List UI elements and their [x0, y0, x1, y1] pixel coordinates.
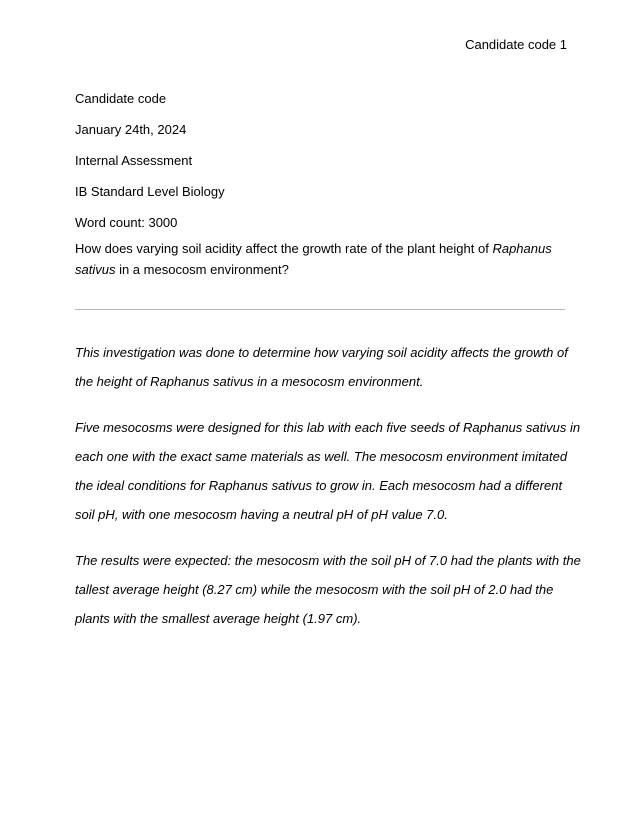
- research-question-text-after: in a mesocosm environment?: [115, 262, 289, 277]
- meta-line-date: January 24th, 2024: [75, 122, 187, 137]
- abstract-paragraph-2: Five mesocosms were designed for this lab with each five seeds of Raphanus sativus in each one with the exact same materials as well. The mesocosm environment imitated the ideal conditions for Raphanus sativus to grow in. Each mesocosm had a different soil pH, with one mesocosm having a neutral pH of pH value 7.0.: [75, 420, 581, 522]
- research-question: [75, 238, 583, 280]
- research-question-text-before: How does varying soil acidity affect the growth rate of the plant height of: [75, 241, 493, 256]
- meta-line-candidate-code: Candidate code: [75, 91, 167, 106]
- document-content: [75, 83, 583, 650]
- abstract-paragraph-3: The results were expected: the mesocosm with the soil pH of 7.0 had the plants with the tallest average height (8.27 cm) while the mesocosm with the soil pH of 2.0 had the plants with the smallest average height (1.97 cm).: [75, 553, 581, 626]
- page-header-candidate-code: Candidate code 1: [465, 37, 567, 52]
- meta-line-course: IB Standard Level Biology: [75, 184, 225, 199]
- meta-block: [75, 83, 583, 238]
- abstract-paragraph-1: This investigation was done to determine how varying soil acidity affects the growth of the height of Raphanus sativus in a mesocosm environment.: [75, 345, 568, 389]
- species-name-italic: Raphanus sativus: [75, 241, 552, 277]
- meta-line-word-count: Word count: 3000: [75, 215, 178, 230]
- meta-line-assessment: Internal Assessment: [75, 153, 193, 168]
- horizontal-divider: [75, 309, 565, 310]
